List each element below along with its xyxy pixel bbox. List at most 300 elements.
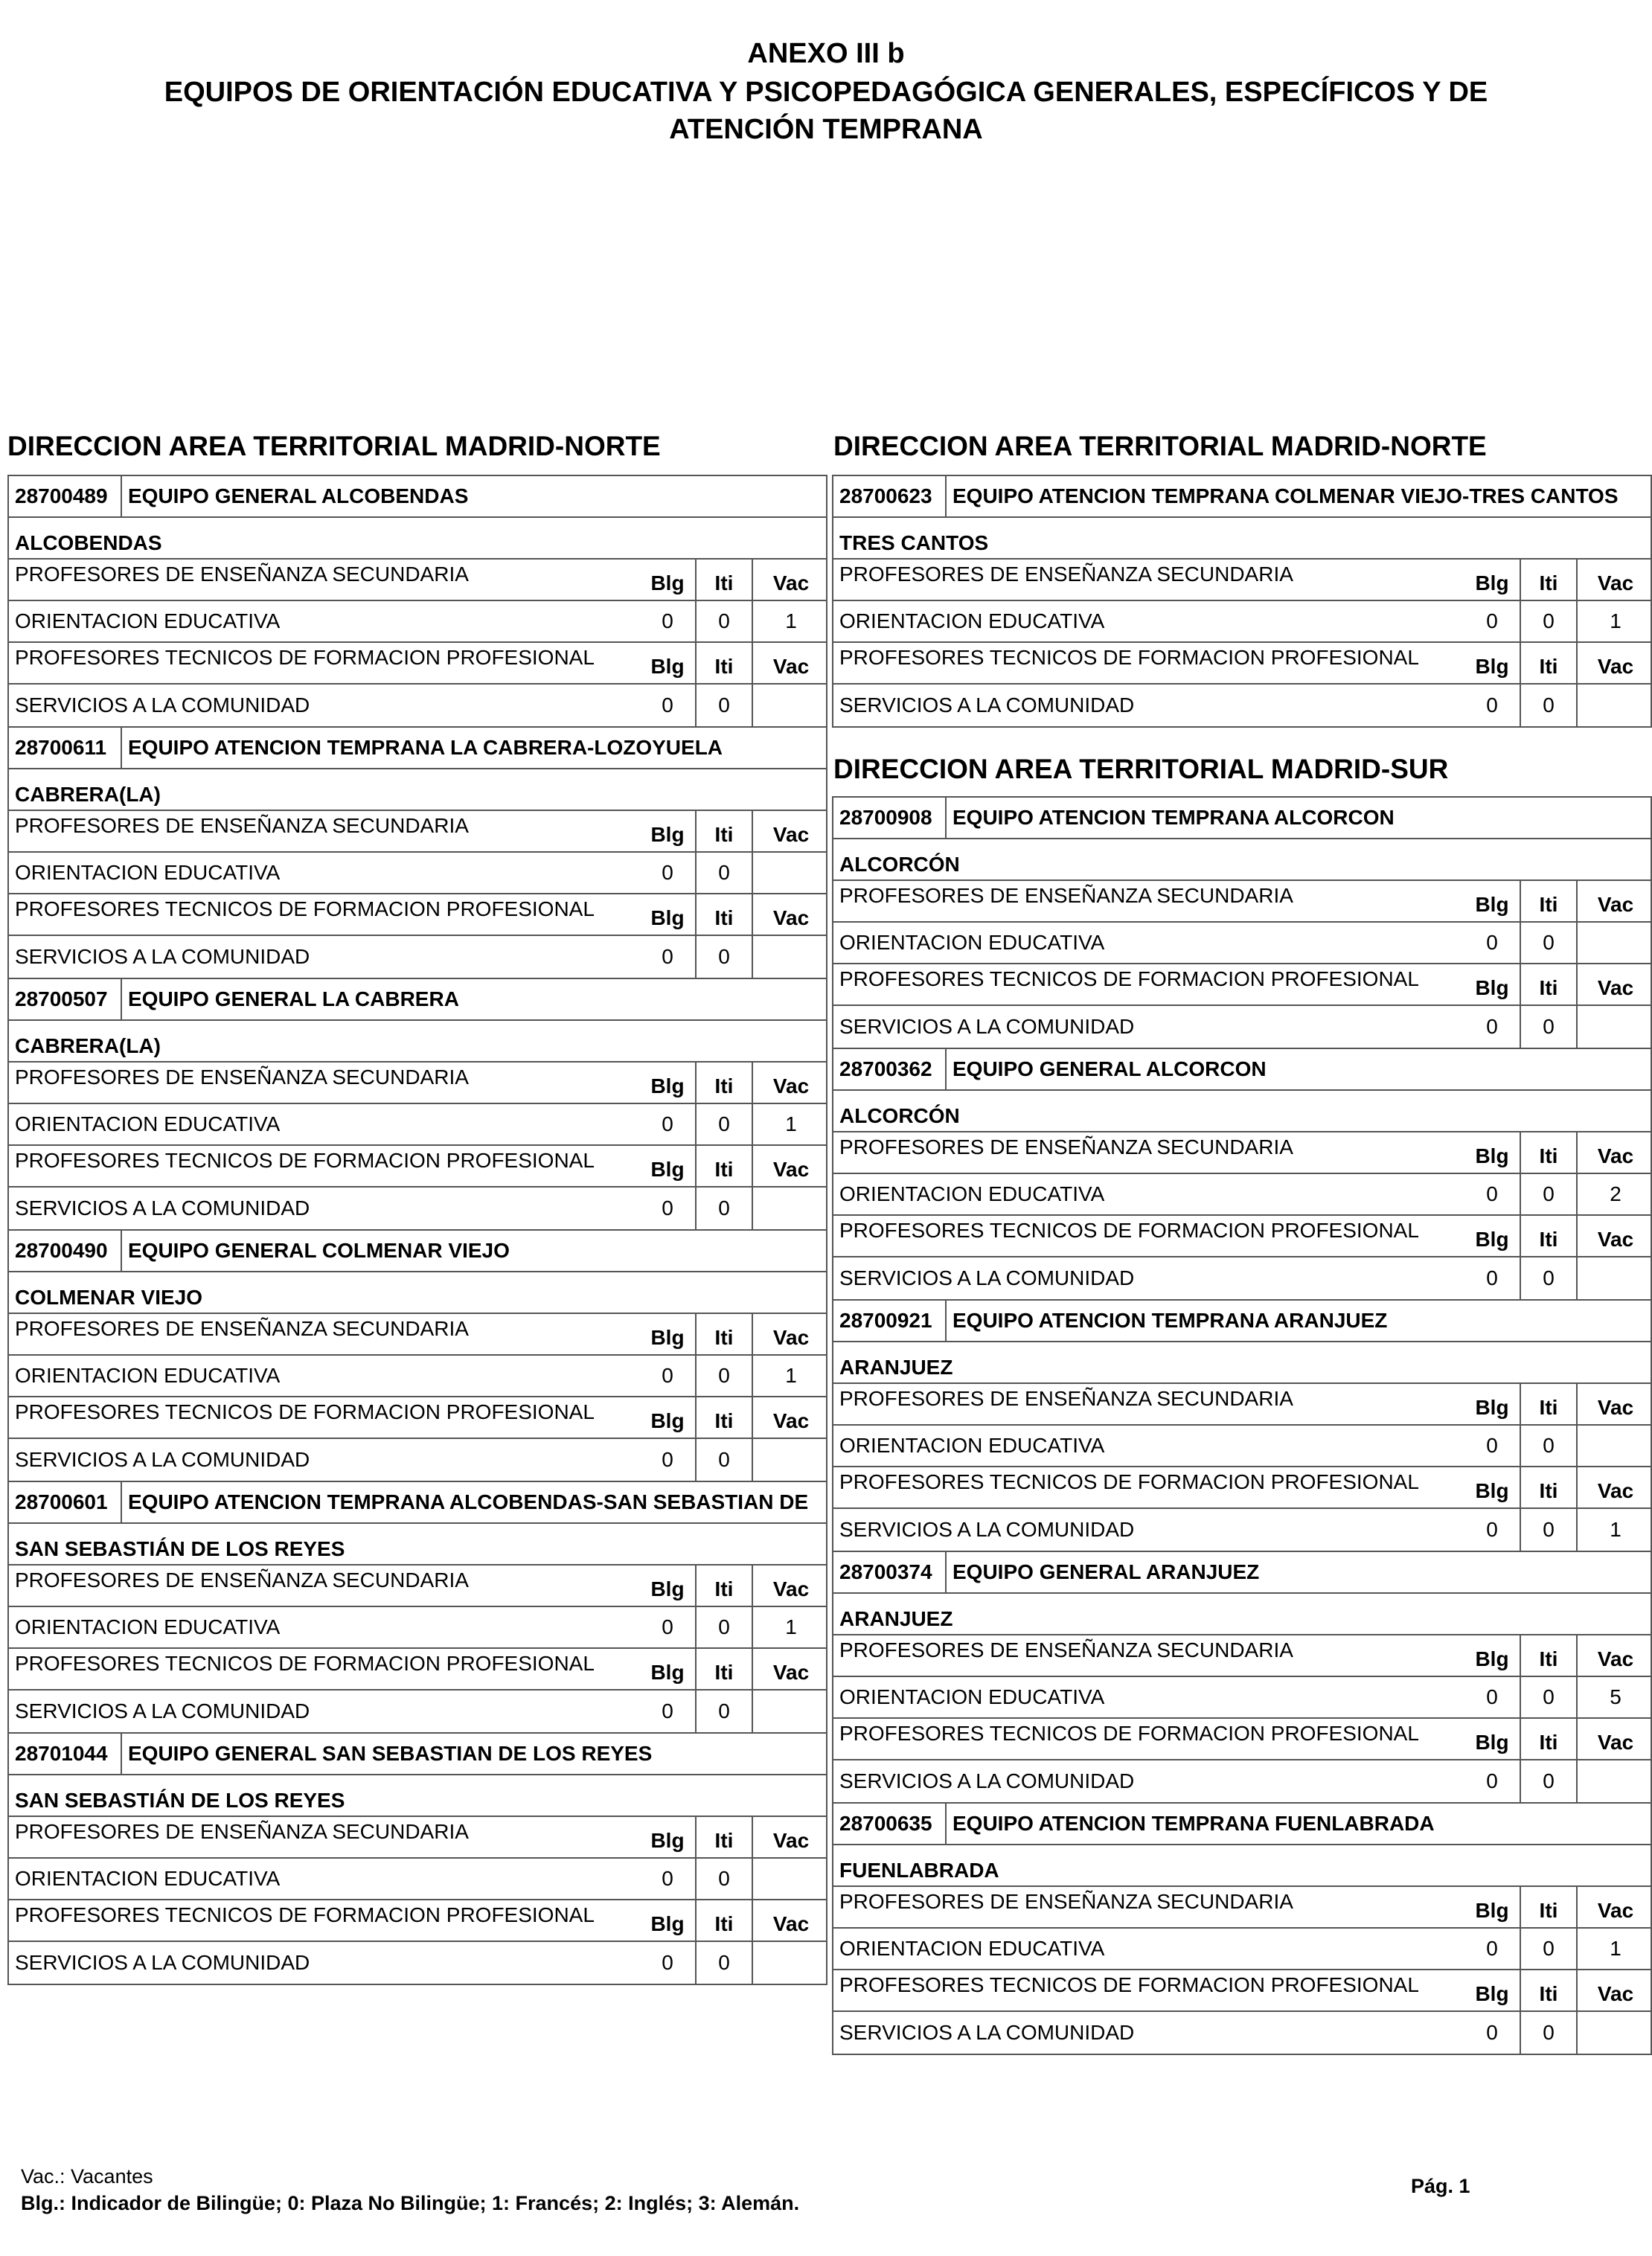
vac-header: Vac bbox=[1597, 655, 1634, 678]
body-header-row bbox=[833, 1887, 1651, 1929]
team-block bbox=[832, 1299, 1652, 1552]
vac-value bbox=[753, 1859, 826, 1899]
team-code: 28700635 bbox=[833, 1804, 947, 1844]
vac-value: 1 bbox=[785, 1615, 797, 1638]
blg-value: 0 bbox=[640, 1356, 697, 1396]
vac-header: Vac bbox=[772, 571, 810, 595]
team-code: 28700623 bbox=[833, 476, 947, 516]
iti-header: Iti bbox=[697, 560, 753, 600]
blg-header: Blg bbox=[640, 811, 697, 851]
blg-value: 0 bbox=[1464, 1677, 1521, 1717]
iti-header: Iti bbox=[697, 1817, 753, 1857]
body-header-row bbox=[9, 1900, 826, 1942]
vac-value: 1 bbox=[785, 609, 797, 632]
specialty-name: ORIENTACION EDUCATIVA bbox=[15, 861, 281, 884]
vac-header: Vac bbox=[772, 1409, 810, 1432]
blg-value: 0 bbox=[1464, 1006, 1521, 1048]
iti-header: Iti bbox=[697, 1314, 753, 1354]
specialty-name: SERVICIOS A LA COMUNIDAD bbox=[15, 945, 310, 968]
iti-value: 0 bbox=[1521, 2012, 1578, 2054]
team-code: 28700362 bbox=[833, 1049, 947, 1089]
vac-value bbox=[1578, 923, 1651, 963]
blg-header: Blg bbox=[640, 1649, 697, 1689]
team-block bbox=[832, 475, 1652, 728]
team-code: 28700601 bbox=[9, 1482, 122, 1522]
specialty-row bbox=[833, 2012, 1651, 2054]
specialty-row bbox=[833, 1257, 1651, 1299]
locality-row bbox=[833, 1342, 1651, 1384]
body-label-ptfp: PROFESORES TECNICOS DE FORMACION PROFESIONAL bbox=[839, 1470, 1419, 1493]
document-subtitle: ATENCIÓN TEMPRANA bbox=[669, 114, 983, 145]
blg-header: Blg bbox=[640, 1900, 697, 1941]
team-code: 28700611 bbox=[9, 728, 122, 768]
blg-value: 0 bbox=[1464, 1509, 1521, 1551]
team-code: 28700374 bbox=[833, 1552, 947, 1592]
vac-header: Vac bbox=[1597, 1144, 1634, 1167]
body-label-ptfp: PROFESORES TECNICOS DE FORMACION PROFESIONAL bbox=[15, 646, 595, 669]
body-label-pes: PROFESORES DE ENSEÑANZA SECUNDARIA bbox=[839, 1387, 1293, 1410]
specialty-name: ORIENTACION EDUCATIVA bbox=[839, 931, 1105, 954]
vac-value bbox=[1578, 1760, 1651, 1802]
blg-value: 0 bbox=[1464, 1174, 1521, 1214]
iti-value: 0 bbox=[697, 936, 753, 978]
vac-value bbox=[753, 853, 826, 893]
specialty-row bbox=[833, 601, 1651, 643]
iti-value: 0 bbox=[697, 1691, 753, 1732]
team-header-row bbox=[833, 1049, 1651, 1091]
body-label-ptfp: PROFESORES TECNICOS DE FORMACION PROFESIONAL bbox=[839, 967, 1419, 990]
vac-value: 1 bbox=[785, 1112, 797, 1135]
vac-header: Vac bbox=[1597, 976, 1634, 999]
blg-header: Blg bbox=[1464, 1384, 1521, 1424]
team-name: EQUIPO GENERAL ARANJUEZ bbox=[953, 1560, 1260, 1583]
body-label-pes: PROFESORES DE ENSEÑANZA SECUNDARIA bbox=[15, 563, 469, 586]
vac-header: Vac bbox=[772, 1912, 810, 1935]
specialty-name: SERVICIOS A LA COMUNIDAD bbox=[15, 693, 310, 717]
iti-value: 0 bbox=[697, 1356, 753, 1396]
blg-header: Blg bbox=[1464, 1216, 1521, 1256]
vac-header: Vac bbox=[1597, 1982, 1634, 2005]
locality-row bbox=[9, 518, 826, 560]
vac-header: Vac bbox=[772, 1326, 810, 1349]
specialty-name: SERVICIOS A LA COMUNIDAD bbox=[15, 1951, 310, 1974]
locality-row bbox=[9, 1272, 826, 1314]
vac-value bbox=[1578, 1426, 1651, 1466]
iti-header: Iti bbox=[1521, 1216, 1578, 1256]
locality-name: ALCORCÓN bbox=[839, 1104, 960, 1127]
locality-row bbox=[833, 1594, 1651, 1635]
team-header-row bbox=[833, 798, 1651, 839]
body-header-row bbox=[9, 811, 826, 853]
blg-header: Blg bbox=[640, 1397, 697, 1438]
iti-header: Iti bbox=[1521, 964, 1578, 1004]
locality-name: SAN SEBASTIÁN DE LOS REYES bbox=[15, 1537, 345, 1560]
locality-name: ARANJUEZ bbox=[839, 1607, 953, 1630]
body-label-ptfp: PROFESORES TECNICOS DE FORMACION PROFESIONAL bbox=[15, 1652, 595, 1675]
team-block bbox=[7, 726, 827, 979]
iti-header: Iti bbox=[697, 1063, 753, 1103]
locality-row bbox=[9, 1021, 826, 1063]
locality-row bbox=[833, 518, 1651, 560]
blg-header: Blg bbox=[1464, 1132, 1521, 1173]
blg-value: 0 bbox=[1464, 2012, 1521, 2054]
vac-header: Vac bbox=[772, 1158, 810, 1181]
vac-header: Vac bbox=[772, 1074, 810, 1097]
blg-header: Blg bbox=[1464, 1719, 1521, 1759]
vac-value: 5 bbox=[1610, 1685, 1621, 1708]
team-code: 28701044 bbox=[9, 1734, 122, 1774]
body-header-row bbox=[9, 643, 826, 685]
team-header-row bbox=[9, 1734, 826, 1775]
team-header-row bbox=[833, 1552, 1651, 1594]
team-name: EQUIPO ATENCION TEMPRANA COLMENAR VIEJO-TRES CANTOS bbox=[953, 484, 1619, 507]
iti-header: Iti bbox=[697, 1900, 753, 1941]
team-code: 28700489 bbox=[9, 476, 122, 516]
specialty-row bbox=[9, 1188, 826, 1229]
team-block bbox=[832, 1802, 1652, 2055]
body-header-row bbox=[9, 1397, 826, 1439]
vac-value bbox=[753, 1188, 826, 1229]
iti-value: 0 bbox=[697, 1439, 753, 1481]
blg-value: 0 bbox=[640, 1859, 697, 1899]
iti-header: Iti bbox=[697, 1649, 753, 1689]
team-block bbox=[7, 1481, 827, 1734]
locality-row bbox=[9, 769, 826, 811]
blg-header: Blg bbox=[640, 1314, 697, 1354]
iti-value: 0 bbox=[1521, 1257, 1578, 1299]
specialty-name: SERVICIOS A LA COMUNIDAD bbox=[839, 1518, 1135, 1541]
locality-name: CABRERA(LA) bbox=[15, 783, 161, 806]
iti-value: 0 bbox=[1521, 1677, 1578, 1717]
team-block bbox=[832, 1551, 1652, 1804]
blg-value: 0 bbox=[640, 1942, 697, 1984]
iti-header: Iti bbox=[1521, 1970, 1578, 2010]
blg-header: Blg bbox=[640, 894, 697, 935]
specialty-name: SERVICIOS A LA COMUNIDAD bbox=[15, 1196, 310, 1220]
specialty-row bbox=[9, 1104, 826, 1146]
body-label-ptfp: PROFESORES TECNICOS DE FORMACION PROFESIONAL bbox=[15, 897, 595, 920]
specialty-row bbox=[9, 1356, 826, 1397]
body-label-ptfp: PROFESORES TECNICOS DE FORMACION PROFESIONAL bbox=[839, 646, 1419, 669]
blg-value: 0 bbox=[640, 601, 697, 641]
iti-value: 0 bbox=[697, 853, 753, 893]
iti-value: 0 bbox=[1521, 1509, 1578, 1551]
blg-header: Blg bbox=[1464, 1467, 1521, 1507]
specialty-name: ORIENTACION EDUCATIVA bbox=[839, 609, 1105, 632]
blg-value: 0 bbox=[1464, 1929, 1521, 1969]
body-header-row bbox=[9, 1649, 826, 1691]
body-header-row bbox=[833, 881, 1651, 923]
iti-value: 0 bbox=[1521, 685, 1578, 726]
team-name: EQUIPO GENERAL SAN SEBASTIAN DE LOS REYES bbox=[128, 1742, 653, 1765]
vac-header: Vac bbox=[1597, 1731, 1634, 1754]
iti-value: 0 bbox=[697, 1188, 753, 1229]
blg-value: 0 bbox=[1464, 1426, 1521, 1466]
specialty-name: SERVICIOS A LA COMUNIDAD bbox=[15, 1448, 310, 1471]
blg-header: Blg bbox=[640, 1146, 697, 1186]
specialty-name: ORIENTACION EDUCATIVA bbox=[15, 1112, 281, 1135]
body-header-row bbox=[833, 1467, 1651, 1509]
page-number: Pág. 1 bbox=[1411, 2175, 1470, 2197]
iti-value: 0 bbox=[1521, 923, 1578, 963]
iti-header: Iti bbox=[1521, 1719, 1578, 1759]
iti-header: Iti bbox=[1521, 1132, 1578, 1173]
team-name: EQUIPO ATENCION TEMPRANA ALCOBENDAS-SAN SEBASTIAN DE bbox=[128, 1490, 809, 1513]
body-label-ptfp: PROFESORES TECNICOS DE FORMACION PROFESIONAL bbox=[839, 1219, 1419, 1242]
team-header-row bbox=[833, 1804, 1651, 1845]
team-header-row bbox=[9, 476, 826, 518]
vac-header: Vac bbox=[772, 655, 810, 678]
blg-value: 0 bbox=[1464, 923, 1521, 963]
iti-value: 0 bbox=[1521, 601, 1578, 641]
blg-header: Blg bbox=[1464, 1635, 1521, 1676]
vac-header: Vac bbox=[1597, 571, 1634, 595]
blg-value: 0 bbox=[1464, 685, 1521, 726]
team-code: 28700921 bbox=[833, 1301, 947, 1341]
specialty-name: ORIENTACION EDUCATIVA bbox=[15, 609, 281, 632]
specialty-row bbox=[9, 1942, 826, 1984]
body-header-row bbox=[9, 1146, 826, 1188]
vac-value bbox=[1578, 685, 1651, 726]
specialty-name: ORIENTACION EDUCATIVA bbox=[15, 1364, 281, 1387]
vac-header: Vac bbox=[1597, 1396, 1634, 1419]
blg-header: Blg bbox=[1464, 964, 1521, 1004]
specialty-row bbox=[833, 685, 1651, 726]
body-header-row bbox=[833, 643, 1651, 685]
vac-header: Vac bbox=[772, 1829, 810, 1852]
specialty-name: SERVICIOS A LA COMUNIDAD bbox=[839, 1266, 1135, 1289]
specialty-name: SERVICIOS A LA COMUNIDAD bbox=[839, 2021, 1135, 2044]
iti-value: 0 bbox=[1521, 1174, 1578, 1214]
specialty-row bbox=[833, 1760, 1651, 1802]
specialty-name: SERVICIOS A LA COMUNIDAD bbox=[839, 1015, 1135, 1038]
specialty-row bbox=[833, 1929, 1651, 1970]
vac-header: Vac bbox=[1597, 1899, 1634, 1922]
iti-header: Iti bbox=[697, 1146, 753, 1186]
vac-header: Vac bbox=[1597, 893, 1634, 916]
team-block bbox=[7, 978, 827, 1231]
vac-header: Vac bbox=[772, 1661, 810, 1684]
specialty-name: ORIENTACION EDUCATIVA bbox=[15, 1615, 281, 1638]
blg-header: Blg bbox=[1464, 1887, 1521, 1927]
blg-header: Blg bbox=[640, 1817, 697, 1857]
team-block bbox=[7, 475, 827, 728]
body-header-row bbox=[9, 894, 826, 936]
body-label-ptfp: PROFESORES TECNICOS DE FORMACION PROFESIONAL bbox=[839, 1722, 1419, 1745]
team-block bbox=[832, 796, 1652, 1049]
body-label-ptfp: PROFESORES TECNICOS DE FORMACION PROFESIONAL bbox=[15, 1149, 595, 1172]
body-header-row bbox=[9, 560, 826, 601]
vac-header: Vac bbox=[1597, 1479, 1634, 1502]
body-label-pes: PROFESORES DE ENSEÑANZA SECUNDARIA bbox=[839, 563, 1293, 586]
team-name: EQUIPO GENERAL LA CABRERA bbox=[128, 987, 459, 1010]
vac-value bbox=[753, 685, 826, 726]
vac-value bbox=[1578, 1006, 1651, 1048]
vac-value: 1 bbox=[785, 1364, 797, 1387]
vac-value bbox=[1578, 1257, 1651, 1299]
blg-value: 0 bbox=[640, 1104, 697, 1144]
specialty-row bbox=[9, 1691, 826, 1732]
locality-name: ALCORCÓN bbox=[839, 853, 960, 876]
locality-name: CABRERA(LA) bbox=[15, 1034, 161, 1057]
specialty-row bbox=[9, 1607, 826, 1649]
blg-header: Blg bbox=[640, 560, 697, 600]
team-block bbox=[7, 1732, 827, 1985]
iti-header: Iti bbox=[697, 894, 753, 935]
blg-header: Blg bbox=[1464, 1970, 1521, 2010]
blg-value: 0 bbox=[640, 1439, 697, 1481]
vac-value: 1 bbox=[1610, 609, 1621, 632]
vac-value bbox=[753, 1439, 826, 1481]
iti-value: 0 bbox=[1521, 1426, 1578, 1466]
specialty-row bbox=[833, 1174, 1651, 1216]
vac-value: 1 bbox=[1610, 1518, 1621, 1541]
body-header-row bbox=[9, 1566, 826, 1607]
blg-value: 0 bbox=[640, 936, 697, 978]
section-title-madrid-norte: DIRECCION AREA TERRITORIAL MADRID-NORTE bbox=[833, 431, 1487, 461]
team-header-row bbox=[9, 1482, 826, 1524]
iti-header: Iti bbox=[697, 1566, 753, 1606]
locality-row bbox=[9, 1524, 826, 1566]
blg-value: 0 bbox=[640, 1607, 697, 1647]
body-label-ptfp: PROFESORES TECNICOS DE FORMACION PROFESIONAL bbox=[15, 1903, 595, 1926]
body-label-pes: PROFESORES DE ENSEÑANZA SECUNDARIA bbox=[839, 884, 1293, 907]
iti-value: 0 bbox=[697, 1859, 753, 1899]
body-label-pes: PROFESORES DE ENSEÑANZA SECUNDARIA bbox=[15, 1065, 469, 1089]
team-header-row bbox=[833, 476, 1651, 518]
iti-header: Iti bbox=[1521, 1384, 1578, 1424]
specialty-name: ORIENTACION EDUCATIVA bbox=[15, 1867, 281, 1890]
blg-header: Blg bbox=[640, 1063, 697, 1103]
document-title: EQUIPOS DE ORIENTACIÓN EDUCATIVA Y PSICOPEDAGÓGICA GENERALES, ESPECÍFICOS Y DE bbox=[164, 77, 1488, 108]
team-name: EQUIPO GENERAL COLMENAR VIEJO bbox=[128, 1239, 510, 1262]
locality-name: ALCOBENDAS bbox=[15, 531, 162, 554]
blg-value: 0 bbox=[640, 853, 697, 893]
team-block bbox=[832, 1048, 1652, 1301]
body-label-pes: PROFESORES DE ENSEÑANZA SECUNDARIA bbox=[15, 1820, 469, 1843]
specialty-name: SERVICIOS A LA COMUNIDAD bbox=[839, 693, 1135, 717]
team-name: EQUIPO ATENCION TEMPRANA LA CABRERA-LOZOYUELA bbox=[128, 736, 723, 759]
body-header-row bbox=[833, 1132, 1651, 1174]
specialty-row bbox=[9, 601, 826, 643]
team-header-row bbox=[9, 728, 826, 769]
team-name: EQUIPO GENERAL ALCOBENDAS bbox=[128, 484, 469, 507]
iti-header: Iti bbox=[1521, 560, 1578, 600]
team-name: EQUIPO ATENCION TEMPRANA ALCORCON bbox=[953, 806, 1395, 829]
specialty-name: SERVICIOS A LA COMUNIDAD bbox=[839, 1769, 1135, 1792]
iti-header: Iti bbox=[697, 811, 753, 851]
blg-header: Blg bbox=[1464, 881, 1521, 921]
body-header-row bbox=[833, 1216, 1651, 1257]
specialty-row bbox=[833, 1006, 1651, 1048]
footer-vac-note: Vac.: Vacantes bbox=[21, 2165, 153, 2188]
iti-value: 0 bbox=[697, 1104, 753, 1144]
vac-value: 1 bbox=[1610, 1937, 1621, 1960]
team-code: 28700908 bbox=[833, 798, 947, 838]
team-block bbox=[7, 1229, 827, 1482]
team-code: 28700507 bbox=[9, 979, 122, 1019]
body-header-row bbox=[9, 1817, 826, 1859]
body-header-row bbox=[833, 1384, 1651, 1426]
footer-blg-note: Blg.: Indicador de Bilingüe; 0: Plaza No Bilingüe; 1: Francés; 2: Inglés; 3: Alemán. bbox=[21, 2192, 800, 2214]
blg-value: 0 bbox=[640, 685, 697, 726]
section-title-madrid-norte: DIRECCION AREA TERRITORIAL MADRID-NORTE bbox=[7, 431, 661, 461]
vac-header: Vac bbox=[772, 906, 810, 929]
locality-row bbox=[833, 839, 1651, 881]
specialty-name: ORIENTACION EDUCATIVA bbox=[839, 1937, 1105, 1960]
specialty-row bbox=[9, 1859, 826, 1900]
team-header-row bbox=[833, 1301, 1651, 1342]
body-header-row bbox=[833, 1635, 1651, 1677]
blg-header: Blg bbox=[1464, 560, 1521, 600]
team-name: EQUIPO GENERAL ALCORCON bbox=[953, 1057, 1267, 1080]
specialty-row bbox=[833, 1509, 1651, 1551]
team-name: EQUIPO ATENCION TEMPRANA FUENLABRADA bbox=[953, 1812, 1435, 1835]
team-name: EQUIPO ATENCION TEMPRANA ARANJUEZ bbox=[953, 1309, 1388, 1332]
vac-header: Vac bbox=[772, 1577, 810, 1600]
locality-row bbox=[833, 1845, 1651, 1887]
blg-value: 0 bbox=[640, 1188, 697, 1229]
iti-value: 0 bbox=[697, 1942, 753, 1984]
vac-value: 2 bbox=[1610, 1182, 1621, 1205]
iti-value: 0 bbox=[1521, 1760, 1578, 1802]
specialty-row bbox=[9, 936, 826, 978]
blg-header: Blg bbox=[640, 643, 697, 683]
specialty-name: ORIENTACION EDUCATIVA bbox=[839, 1434, 1105, 1457]
iti-header: Iti bbox=[697, 1397, 753, 1438]
body-label-ptfp: PROFESORES TECNICOS DE FORMACION PROFESIONAL bbox=[839, 1973, 1419, 1996]
specialty-name: SERVICIOS A LA COMUNIDAD bbox=[15, 1699, 310, 1723]
iti-header: Iti bbox=[1521, 643, 1578, 683]
annex-title: ANEXO III b bbox=[747, 38, 905, 69]
specialty-row bbox=[833, 1426, 1651, 1467]
body-label-ptfp: PROFESORES TECNICOS DE FORMACION PROFESIONAL bbox=[15, 1400, 595, 1423]
iti-value: 0 bbox=[697, 685, 753, 726]
locality-row bbox=[9, 1775, 826, 1817]
body-label-pes: PROFESORES DE ENSEÑANZA SECUNDARIA bbox=[15, 814, 469, 837]
iti-value: 0 bbox=[1521, 1006, 1578, 1048]
blg-value: 0 bbox=[1464, 601, 1521, 641]
iti-header: Iti bbox=[697, 643, 753, 683]
vac-value bbox=[753, 1691, 826, 1732]
body-header-row bbox=[9, 1314, 826, 1356]
vac-value bbox=[753, 1942, 826, 1984]
blg-header: Blg bbox=[640, 1566, 697, 1606]
specialty-row bbox=[9, 1439, 826, 1481]
body-header-row bbox=[833, 1719, 1651, 1760]
iti-header: Iti bbox=[1521, 1467, 1578, 1507]
vac-header: Vac bbox=[1597, 1228, 1634, 1251]
body-label-pes: PROFESORES DE ENSEÑANZA SECUNDARIA bbox=[15, 1317, 469, 1340]
locality-name: FUENLABRADA bbox=[839, 1859, 999, 1882]
specialty-row bbox=[9, 853, 826, 894]
iti-value: 0 bbox=[697, 601, 753, 641]
body-header-row bbox=[9, 1063, 826, 1104]
body-header-row bbox=[833, 1970, 1651, 2012]
blg-value: 0 bbox=[640, 1691, 697, 1732]
iti-value: 0 bbox=[697, 1607, 753, 1647]
body-label-pes: PROFESORES DE ENSEÑANZA SECUNDARIA bbox=[15, 1568, 469, 1592]
vac-value bbox=[1578, 2012, 1651, 2054]
iti-header: Iti bbox=[1521, 1635, 1578, 1676]
blg-value: 0 bbox=[1464, 1760, 1521, 1802]
team-code: 28700490 bbox=[9, 1231, 122, 1271]
blg-value: 0 bbox=[1464, 1257, 1521, 1299]
team-header-row bbox=[9, 979, 826, 1021]
vac-value bbox=[753, 936, 826, 978]
specialty-name: ORIENTACION EDUCATIVA bbox=[839, 1685, 1105, 1708]
specialty-row bbox=[9, 685, 826, 726]
